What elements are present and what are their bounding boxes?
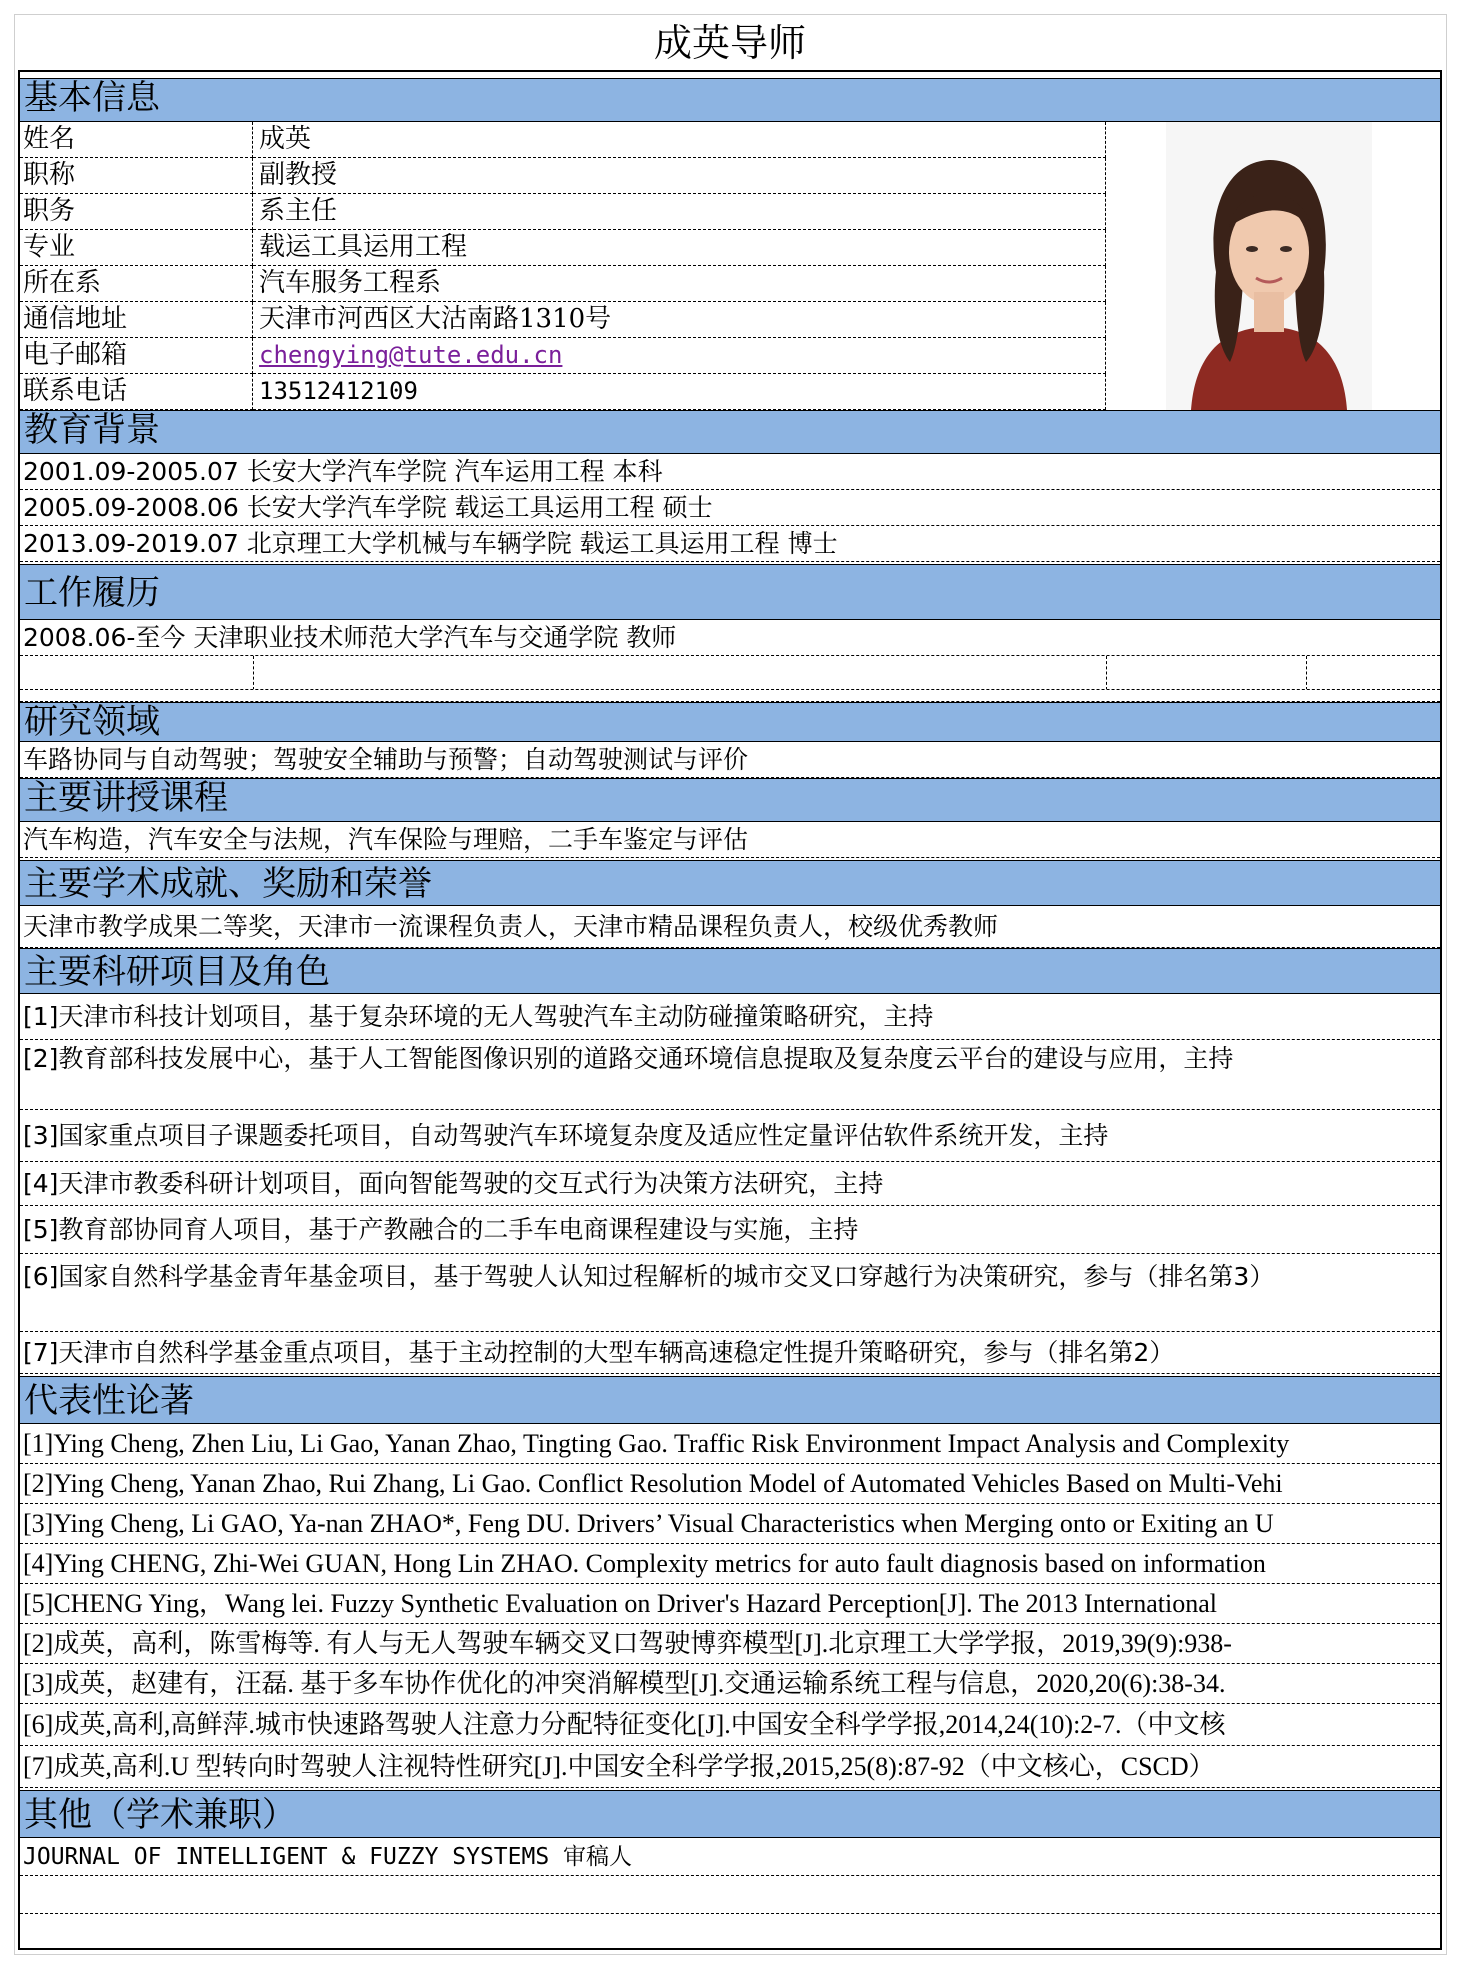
label-title: 职称 xyxy=(20,158,253,194)
project-item[interactable]: [3]国家重点项目子课题委托项目，自动驾驶汽车环境复杂度及适应性定量评估软件系统开发，主持 xyxy=(20,1110,1440,1162)
value-title[interactable]: 副教授 xyxy=(253,158,1106,194)
value-department[interactable]: 汽车服务工程系 xyxy=(253,266,1106,302)
empty-row[interactable] xyxy=(20,690,1440,702)
label-address: 通信地址 xyxy=(20,302,253,338)
paper-item[interactable]: [2]成英，高利，陈雪梅等. 有人与无人驾驶车辆交叉口驾驶博弈模型[J].北京理工大学学报，2019,39(9):938- xyxy=(20,1624,1440,1664)
section-header-courses: 主要讲授课程 xyxy=(20,778,1440,822)
paper-item[interactable]: [6]成英,高利,高鲜萍.城市快速路驾驶人注意力分配特征变化[J].中国安全科学学报,2014,24(10):2-7.（中文核 xyxy=(20,1704,1440,1746)
section-header-projects: 主要科研项目及角色 xyxy=(20,948,1440,994)
label-email: 电子邮箱 xyxy=(20,338,253,374)
section-header-basic: 基本信息 xyxy=(20,78,1440,122)
value-major[interactable]: 载运工具运用工程 xyxy=(253,230,1106,266)
profile-photo xyxy=(1166,122,1372,410)
label-name: 姓名 xyxy=(20,122,253,158)
project-item[interactable]: [7]天津市自然科学基金重点项目，基于主动控制的大型车辆高速稳定性提升策略研究，参与（排名第2） xyxy=(20,1332,1440,1374)
label-department: 所在系 xyxy=(20,266,253,302)
value-phone[interactable]: 13512412109 xyxy=(253,374,1106,410)
label-position: 职务 xyxy=(20,194,253,230)
honors-text[interactable]: 天津市教学成果二等奖，天津市一流课程负责人，天津市精品课程负责人，校级优秀教师 xyxy=(20,906,1440,948)
paper-item[interactable]: [4]Ying CHENG, Zhi-Wei GUAN, Hong Lin ZHAO. Complexity metrics for auto fault diagnosis based on information xyxy=(20,1544,1440,1584)
paper-item[interactable]: [1]Ying Cheng, Zhen Liu, Li Gao, Yanan Zhao, Tingting Gao. Traffic Risk Environment Impact Analysis and Complexity xyxy=(20,1424,1440,1464)
work-item[interactable]: 2008.06-至今 天津职业技术师范大学汽车与交通学院 教师 xyxy=(20,620,1440,656)
paper-item[interactable]: [3]成英，赵建有，汪磊. 基于多车协作优化的冲突消解模型[J].交通运输系统工程与信息，2020,20(6):38-34. xyxy=(20,1664,1440,1704)
education-item[interactable]: 2005.09-2008.06 长安大学汽车学院 载运工具运用工程 硕士 xyxy=(20,490,1440,526)
page-title: 成英导师 xyxy=(653,21,806,65)
empty-row[interactable] xyxy=(20,656,1440,690)
value-address[interactable]: 天津市河西区大沽南路1310号 xyxy=(253,302,1106,338)
section-header-honors: 主要学术成就、奖励和荣誉 xyxy=(20,860,1440,906)
education-item[interactable]: 2001.09-2005.07 长安大学汽车学院 汽车运用工程 本科 xyxy=(20,454,1440,490)
paper-item[interactable]: [2]Ying Cheng, Yanan Zhao, Rui Zhang, Li Gao. Conflict Resolution Model of Automated Vehicles Based on Multi-Vehi xyxy=(20,1464,1440,1504)
paper-item[interactable]: [3]Ying Cheng, Li GAO, Ya-nan ZHAO*, Feng DU. Drivers’ Visual Characteristics when Merging onto or Exiting an U xyxy=(20,1504,1440,1544)
value-email-cell[interactable] xyxy=(253,338,1106,374)
value-position[interactable]: 系主任 xyxy=(253,194,1106,230)
section-header-papers: 代表性论著 xyxy=(20,1376,1440,1424)
project-item[interactable]: [5]教育部协同育人项目，基于产教融合的二手车电商课程建设与实施，主持 xyxy=(20,1206,1440,1254)
paper-item[interactable]: [5]CHENG Ying，Wang lei. Fuzzy Synthetic Evaluation on Driver's Hazard Perception[J]. The 2013 International xyxy=(20,1584,1440,1624)
value-name[interactable]: 成英 xyxy=(253,122,1106,158)
project-item[interactable]: [6]国家自然科学基金青年基金项目，基于驾驶人认知过程解析的城市交叉口穿越行为决策研究，参与（排名第3） xyxy=(20,1254,1440,1332)
empty-row[interactable] xyxy=(20,1914,1440,1948)
section-header-work: 工作履历 xyxy=(20,564,1440,620)
label-major: 专业 xyxy=(20,230,253,266)
other-text[interactable]: JOURNAL OF INTELLIGENT & FUZZY SYSTEMS 审稿人 xyxy=(20,1838,1440,1876)
section-header-other: 其他（学术兼职） xyxy=(20,1790,1440,1838)
research-text[interactable]: 车路协同与自动驾驶；驾驶安全辅助与预警；自动驾驶测试与评价 xyxy=(20,742,1440,778)
project-item[interactable]: [4]天津市教委科研计划项目，面向智能驾驶的交互式行为决策方法研究，主持 xyxy=(20,1162,1440,1206)
label-phone: 联系电话 xyxy=(20,374,253,410)
paper-item[interactable]: [7]成英,高利.U 型转向时驾驶人注视特性研究[J].中国安全科学学报,2015,25(8):87-92（中文核心，CSCD） xyxy=(20,1746,1440,1788)
section-header-education: 教育背景 xyxy=(20,410,1440,454)
section-header-research: 研究领域 xyxy=(20,702,1440,742)
courses-text[interactable]: 汽车构造，汽车安全与法规，汽车保险与理赔，二手车鉴定与评估 xyxy=(20,822,1440,858)
email-link[interactable]: chengying@tute.edu.cn xyxy=(259,341,563,369)
empty-row[interactable] xyxy=(20,1876,1440,1914)
project-item[interactable]: [1]天津市科技计划项目，基于复杂环境的无人驾驶汽车主动防碰撞策略研究，主持 xyxy=(20,994,1440,1040)
education-item[interactable]: 2013.09-2019.07 北京理工大学机械与车辆学院 载运工具运用工程 博士 xyxy=(20,526,1440,562)
project-item[interactable]: [2]教育部科技发展中心，基于人工智能图像识别的道路交通环境信息提取及复杂度云平台的建设与应用，主持 xyxy=(20,1040,1440,1110)
